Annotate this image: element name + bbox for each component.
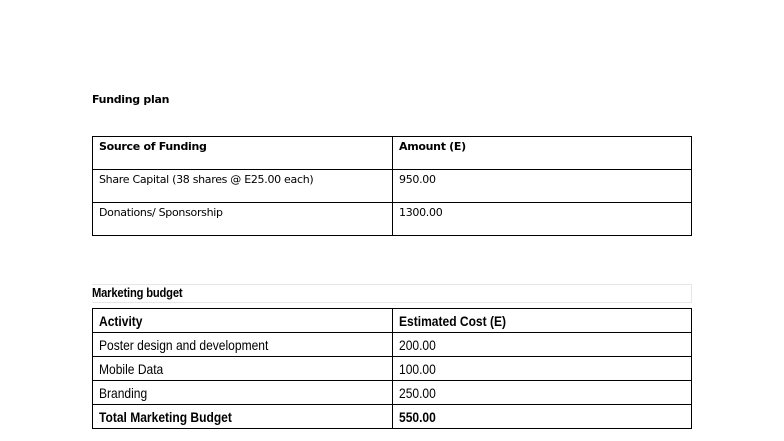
cost-text: 250.00 (399, 384, 436, 401)
total-value-cell (393, 405, 692, 429)
table-row (93, 203, 692, 236)
header-activity (93, 309, 393, 333)
funding-plan-heading: Funding plan (92, 93, 170, 106)
total-row (93, 405, 692, 429)
activity-cell (93, 333, 393, 357)
marketing-budget-heading: Marketing budget (92, 285, 183, 300)
total-value-text: 550.00 (399, 408, 436, 425)
cost-cell (393, 381, 692, 405)
header-estimated-cost-text: Estimated Cost (E) (399, 312, 507, 329)
total-label-text: Total Marketing Budget (99, 408, 232, 425)
activity-text: Poster design and development (99, 336, 269, 353)
table-row (93, 333, 692, 357)
header-amount: Amount (E) (393, 137, 692, 170)
cost-cell (393, 357, 692, 381)
header-estimated-cost (393, 309, 692, 333)
funding-amount-cell: 950.00 (393, 170, 692, 203)
header-activity-text: Activity (99, 312, 143, 329)
header-source-of-funding: Source of Funding (93, 137, 393, 170)
table-row (93, 381, 692, 405)
total-label-cell (93, 405, 393, 429)
activity-cell (93, 381, 393, 405)
activity-cell (93, 357, 393, 381)
funding-plan-table (92, 136, 692, 236)
cost-text: 100.00 (399, 360, 436, 377)
cost-cell (393, 333, 692, 357)
table-row (93, 170, 692, 203)
activity-text: Mobile Data (99, 360, 164, 377)
table-header-row (93, 309, 692, 333)
funding-source-cell: Donations/ Sponsorship (93, 203, 393, 236)
funding-amount-cell: 1300.00 (393, 203, 692, 236)
marketing-budget-table (92, 308, 692, 429)
cost-text: 200.00 (399, 336, 436, 353)
funding-source-cell: Share Capital (38 shares @ E25.00 each) (93, 170, 393, 203)
table-header-row (93, 137, 692, 170)
table-row (93, 357, 692, 381)
activity-text: Branding (99, 384, 148, 401)
